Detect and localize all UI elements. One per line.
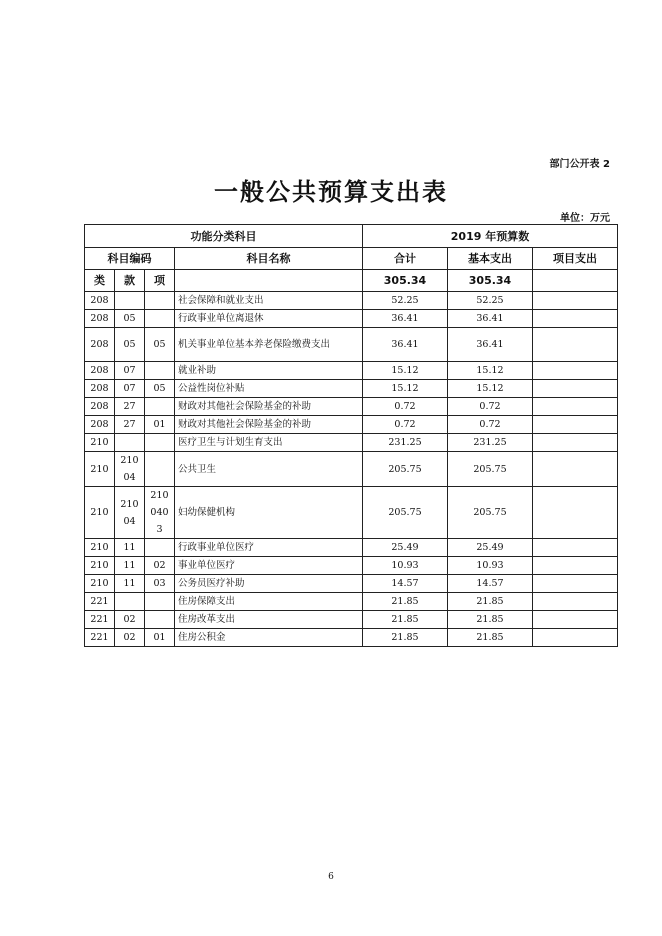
cell-total: 205.75	[363, 452, 448, 487]
cell-lei: 208	[85, 362, 115, 380]
cell-lei: 208	[85, 292, 115, 310]
totals-basic: 305.34	[448, 270, 533, 292]
cell-total: 52.25	[363, 292, 448, 310]
cell-kuan: 02	[115, 629, 145, 647]
totals-total: 305.34	[363, 270, 448, 292]
table-row	[85, 416, 618, 434]
cell-name: 事业单位医疗	[175, 557, 363, 575]
cell-total: 205.75	[363, 487, 448, 539]
cell-name: 住房公积金	[175, 629, 363, 647]
cell-total: 25.49	[363, 539, 448, 557]
cell-lei: 210	[85, 539, 115, 557]
cell-name: 机关事业单位基本养老保险缴费支出	[175, 328, 363, 362]
cell-lei: 208	[85, 380, 115, 398]
cell-project	[533, 310, 618, 328]
cell-lei: 221	[85, 611, 115, 629]
cell-basic: 10.93	[448, 557, 533, 575]
cell-total: 36.41	[363, 310, 448, 328]
cell-lei: 221	[85, 629, 115, 647]
cell-xiang: 01	[145, 629, 175, 647]
cell-lei: 210	[85, 452, 115, 487]
cell-lei: 210	[85, 434, 115, 452]
cell-basic: 205.75	[448, 487, 533, 539]
cell-basic: 52.25	[448, 292, 533, 310]
cell-kuan: 05	[115, 310, 145, 328]
cell-name: 医疗卫生与计划生育支出	[175, 434, 363, 452]
cell-total: 231.25	[363, 434, 448, 452]
table-row	[85, 539, 618, 557]
cell-basic: 15.12	[448, 362, 533, 380]
cell-kuan: 27	[115, 398, 145, 416]
header-project: 项目支出	[533, 248, 618, 270]
cell-basic: 205.75	[448, 452, 533, 487]
table-row	[85, 611, 618, 629]
cell-xiang	[145, 292, 175, 310]
cell-project	[533, 380, 618, 398]
cell-total: 36.41	[363, 328, 448, 362]
cell-kuan: 05	[115, 328, 145, 362]
cell-basic: 0.72	[448, 398, 533, 416]
cell-project	[533, 575, 618, 593]
header-functional: 功能分类科目	[85, 225, 363, 248]
table-row	[85, 593, 618, 611]
cell-project	[533, 416, 618, 434]
cell-kuan: 27	[115, 416, 145, 434]
cell-kuan	[115, 292, 145, 310]
cell-total: 0.72	[363, 398, 448, 416]
cell-name: 行政事业单位离退休	[175, 310, 363, 328]
cell-basic: 25.49	[448, 539, 533, 557]
cell-lei: 208	[85, 328, 115, 362]
table-row	[85, 452, 618, 487]
cell-basic: 15.12	[448, 380, 533, 398]
cell-name: 住房保障支出	[175, 593, 363, 611]
cell-xiang	[145, 539, 175, 557]
cell-name: 就业补助	[175, 362, 363, 380]
cell-project	[533, 611, 618, 629]
cell-project	[533, 593, 618, 611]
cell-basic: 21.85	[448, 593, 533, 611]
table-row	[85, 487, 618, 539]
cell-total: 15.12	[363, 380, 448, 398]
cell-name: 公共卫生	[175, 452, 363, 487]
cell-total: 21.85	[363, 611, 448, 629]
cell-total: 10.93	[363, 557, 448, 575]
cell-name: 妇幼保健机构	[175, 487, 363, 539]
cell-lei: 208	[85, 416, 115, 434]
page-title: 一般公共预算支出表	[214, 178, 448, 206]
cell-xiang: 03	[145, 575, 175, 593]
cell-basic: 36.41	[448, 310, 533, 328]
table-row	[85, 310, 618, 328]
cell-xiang	[145, 310, 175, 328]
totals-row	[85, 270, 618, 292]
cell-xiang	[145, 593, 175, 611]
cell-kuan: 07	[115, 380, 145, 398]
table-row	[85, 557, 618, 575]
cell-name: 行政事业单位医疗	[175, 539, 363, 557]
cell-name: 社会保障和就业支出	[175, 292, 363, 310]
cell-lei: 210	[85, 487, 115, 539]
cell-project	[533, 362, 618, 380]
cell-basic: 36.41	[448, 328, 533, 362]
cell-lei: 221	[85, 593, 115, 611]
cell-xiang	[145, 611, 175, 629]
header-total: 合计	[363, 248, 448, 270]
cell-project	[533, 328, 618, 362]
cell-basic: 231.25	[448, 434, 533, 452]
header-basic: 基本支出	[448, 248, 533, 270]
cell-lei: 210	[85, 557, 115, 575]
table-row	[85, 398, 618, 416]
cell-kuan	[115, 593, 145, 611]
cell-name: 住房改革支出	[175, 611, 363, 629]
cell-xiang: 2100403	[145, 487, 175, 539]
cell-kuan: 11	[115, 539, 145, 557]
cell-total: 21.85	[363, 593, 448, 611]
cell-kuan: 21004	[115, 487, 145, 539]
cell-xiang	[145, 452, 175, 487]
cell-kuan: 02	[115, 611, 145, 629]
cell-kuan: 07	[115, 362, 145, 380]
cell-basic: 21.85	[448, 629, 533, 647]
cell-total: 0.72	[363, 416, 448, 434]
cell-kuan	[115, 434, 145, 452]
table-row	[85, 328, 618, 362]
header-kuan: 款	[115, 270, 145, 292]
cell-basic: 21.85	[448, 611, 533, 629]
cell-project	[533, 452, 618, 487]
cell-total: 15.12	[363, 362, 448, 380]
cell-project	[533, 487, 618, 539]
header-lei: 类	[85, 270, 115, 292]
table-row	[85, 380, 618, 398]
budget-table	[84, 224, 618, 647]
header-code: 科目编码	[85, 248, 175, 270]
table-row	[85, 575, 618, 593]
cell-total: 14.57	[363, 575, 448, 593]
cell-kuan: 21004	[115, 452, 145, 487]
cell-total: 21.85	[363, 629, 448, 647]
cell-kuan: 11	[115, 575, 145, 593]
table-row	[85, 629, 618, 647]
cell-xiang	[145, 362, 175, 380]
page-number: 6	[328, 872, 334, 882]
cell-xiang: 01	[145, 416, 175, 434]
header-budget-year: 2019 年预算数	[363, 225, 618, 248]
cell-lei: 210	[85, 575, 115, 593]
cell-basic: 0.72	[448, 416, 533, 434]
totals-name	[175, 270, 363, 292]
cell-project	[533, 434, 618, 452]
cell-name: 财政对其他社会保险基金的补助	[175, 398, 363, 416]
header-name: 科目名称	[175, 248, 363, 270]
cell-xiang: 02	[145, 557, 175, 575]
header-xiang: 项	[145, 270, 175, 292]
page-label: 部门公开表 2	[549, 159, 610, 170]
unit-label: 单位：万元	[560, 213, 610, 224]
totals-project	[533, 270, 618, 292]
cell-kuan: 11	[115, 557, 145, 575]
cell-basic: 14.57	[448, 575, 533, 593]
cell-project	[533, 398, 618, 416]
cell-lei: 208	[85, 398, 115, 416]
cell-xiang: 05	[145, 380, 175, 398]
cell-xiang	[145, 434, 175, 452]
cell-lei: 208	[85, 310, 115, 328]
cell-name: 公益性岗位补贴	[175, 380, 363, 398]
cell-name: 财政对其他社会保险基金的补助	[175, 416, 363, 434]
cell-project	[533, 557, 618, 575]
cell-project	[533, 629, 618, 647]
cell-xiang: 05	[145, 328, 175, 362]
cell-project	[533, 292, 618, 310]
cell-name: 公务员医疗补助	[175, 575, 363, 593]
table-row	[85, 292, 618, 310]
table-row	[85, 362, 618, 380]
cell-project	[533, 539, 618, 557]
cell-xiang	[145, 398, 175, 416]
table-row	[85, 434, 618, 452]
